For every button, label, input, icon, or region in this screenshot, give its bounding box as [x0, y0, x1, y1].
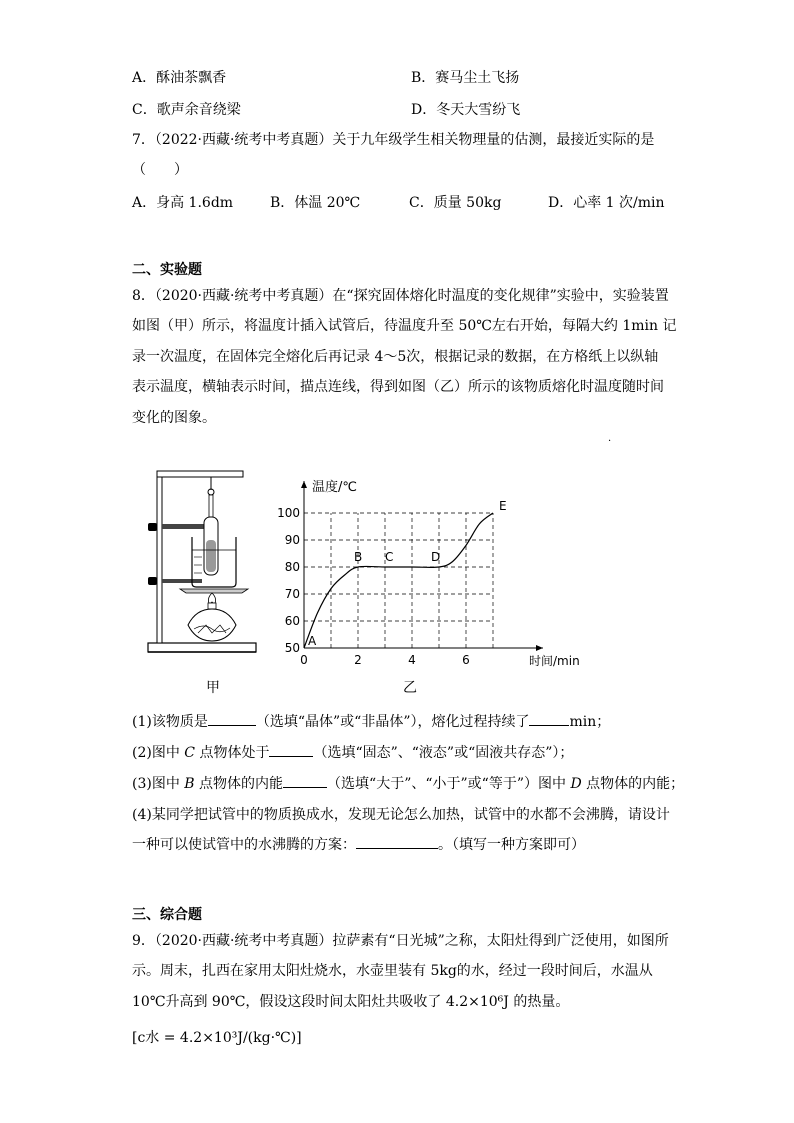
- y-tick-label: 90: [284, 533, 300, 547]
- x-tick-label: 2: [354, 653, 362, 667]
- q8-line-4: 表示温度，横轴表示时间，描点连线，得到如图（乙）所示的该物质熔化时温度随时间: [132, 379, 664, 395]
- stray-dot: ·: [608, 436, 612, 447]
- q8-sub1-text-c: min；: [569, 714, 611, 730]
- y-tick-label: 70: [284, 587, 300, 601]
- q6-option-b: B．赛马尘土飞扬: [411, 70, 520, 86]
- q8-sub2: [132, 743, 573, 763]
- q8-line-3: 录一次温度，在固体完全熔化后再记录 4～5次，根据记录的数据，在方格纸上以纵轴: [132, 349, 659, 365]
- q8-sub3-text-d: （选填“大于”、“小于”或“等于”）图中: [327, 776, 571, 792]
- q8-sub1-text-a: (1)该物质是: [132, 714, 208, 730]
- q9-line-1: 9．（2020·西藏·统考中考真题）拉萨素有“日光城”之称，太阳灶得到广泛使用，如图所: [132, 933, 669, 949]
- q8-sub3-text-c: 点物体的内能: [194, 776, 284, 792]
- q8-line-1: 8．（2020·西藏·统考中考真题）在“探究固体熔化时温度的变化规律”实验中，实验装置: [132, 288, 669, 304]
- q9-specific-heat: [c水 = 4.2×10³J/(kg·℃)]: [132, 1030, 302, 1046]
- q8-line-2: 如图（甲）所示，将温度计插入试管后，待温度升至 50℃左右开始，每隔大约 1min 记: [132, 318, 677, 334]
- y-tick-label: 80: [284, 560, 300, 574]
- q8-sub3-point-b: B: [184, 776, 195, 792]
- x-tick-label: 6: [462, 653, 470, 667]
- y-tick-label: 100: [277, 506, 300, 520]
- y-axis-arrow: [301, 481, 307, 488]
- chart-xlabel: 时间/min: [529, 654, 580, 668]
- q7-option-c: C．质量 50kg: [409, 195, 502, 211]
- q7-option-a: A．身高 1.6dm: [132, 195, 234, 211]
- point-label-e: E: [499, 499, 507, 513]
- chart-ylabel: 温度/℃: [312, 480, 357, 495]
- q8-sub3: [132, 774, 684, 794]
- point-label-b: B: [354, 550, 363, 564]
- section-title-experiment: 二、实验题: [132, 262, 202, 278]
- q8-sub4-blank[interactable]: [356, 848, 438, 849]
- q8-sub3-text-f: 点物体的内能；: [581, 776, 685, 792]
- y-tick-label: 60: [284, 614, 300, 628]
- q7-stem: 7．（2022·西藏·统考中考真题）关于九年级学生相关物理量的估测，最接近实际的是: [132, 132, 655, 148]
- figure-jia-label: 甲: [206, 680, 220, 696]
- q9-line-3: 10℃升高到 90℃，假设这段时间太阳灶共吸收了 4.2×10⁶J 的热量。: [132, 994, 570, 1010]
- q9-line-2: 示。周末，扎西在家用太阳灶烧水，水壶里装有 5kg的水，经过一段时间后，水温从: [132, 963, 653, 979]
- q8-line-5: 变化的图象。: [132, 410, 216, 426]
- section-title-comprehensive: 三、综合题: [132, 907, 202, 923]
- q8-sub2-blank[interactable]: [269, 756, 313, 757]
- x-tick-label: 4: [408, 653, 416, 667]
- q8-sub4-text-b: 。（填写一种方案即可）: [438, 837, 585, 853]
- chart-point-labels: [308, 499, 507, 648]
- q8-sub4-line2: [132, 835, 585, 855]
- x-tick-label: 0: [300, 653, 308, 667]
- chart-grid: [304, 513, 493, 648]
- q8-sub1-text-b: （选填“晶体”或“非晶体”），熔化过程持续了: [255, 714, 530, 730]
- point-label-d: D: [431, 550, 441, 564]
- q8-sub3-point-d: D: [570, 776, 582, 792]
- q8-sub4-line1: (4)某同学把试管中的物质换成水，发现无论怎么加热，试管中的水都不会沸腾，请设计: [132, 807, 670, 823]
- q8-sub1: [132, 712, 610, 732]
- q6-option-d: D．冬天大雪纷飞: [411, 102, 521, 118]
- y-tick-label: 50: [284, 641, 300, 655]
- q8-sub2-text-a: (2)图中: [132, 745, 185, 761]
- q8-sub1-blank-1[interactable]: [208, 725, 256, 726]
- figure-yi-label: 乙: [403, 680, 417, 696]
- q7-option-b: B．体温 20℃: [270, 195, 361, 211]
- q8-sub2-text-b: 点物体处于: [195, 745, 270, 761]
- x-axis-arrow: [536, 645, 543, 651]
- apparatus-figure: [140, 465, 265, 660]
- q7-answer-paren: （ ）: [132, 162, 188, 178]
- temperature-time-chart: [277, 470, 592, 670]
- q8-sub3-blank[interactable]: [283, 787, 327, 788]
- chart-axes: [301, 481, 543, 651]
- point-label-c: C: [385, 550, 394, 564]
- point-label-a: A: [308, 634, 317, 648]
- q8-sub2-text-d: （选填“固态”、“液态”或“固液共存态”）；: [313, 745, 574, 761]
- q8-sub4-text-a: 一种可以使试管中的水沸腾的方案：: [132, 837, 356, 853]
- q8-sub1-blank-2[interactable]: [529, 725, 569, 726]
- q8-sub2-point-c: C: [184, 745, 195, 761]
- q8-sub3-text-a: (3)图中: [132, 776, 185, 792]
- q7-option-d: D．心率 1 次/min: [548, 195, 665, 211]
- q6-option-c: C．歌声余音绕梁: [132, 102, 241, 118]
- series-line: [304, 513, 493, 648]
- q6-option-a: A．酥油茶飘香: [132, 70, 227, 86]
